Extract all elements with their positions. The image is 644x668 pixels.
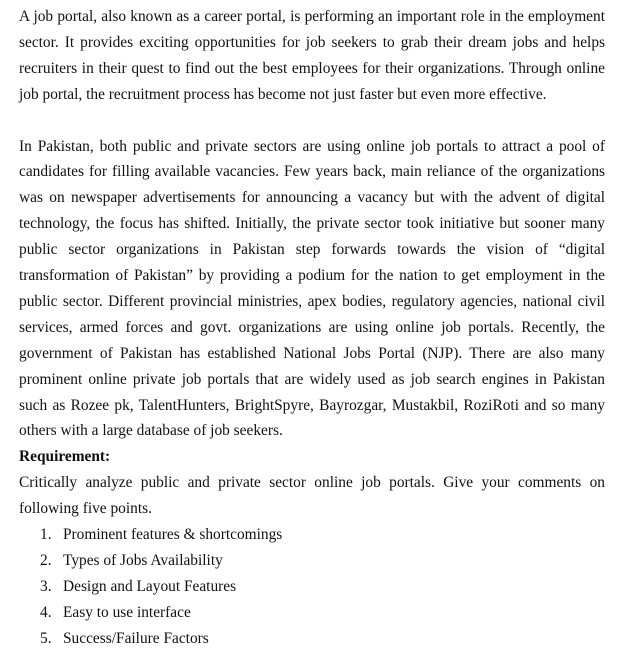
list-item <box>40 626 605 652</box>
requirement-heading: Requirement: <box>19 448 111 466</box>
list-item-label: Success/Failure Factors <box>63 629 209 647</box>
list-item-label: Types of Jobs Availability <box>63 552 223 570</box>
pakistan-paragraph: In Pakistan, both public and private sectors are using online job portals to attract a pool of candidates for filling available vacancies. Few years back, main reliance of the organizations was on newspaper advertisements for announcing a vacancy but with the advent of digital technology, the focus has shifted. Initially, the private sector took initiative but sooner many public sector organizations in Pakistan step forwards towards the vision of “digital transformation of Pakistan” by providing a podium for the nation to get employment in the public sector. Different provincial ministries, apex bodies, regulatory agencies, national civil services, armed forces and govt. organizations are using online job portals. Recently, the government of Pakistan has established National Jobs Portal (NJP). There are also many prominent online private job portals that are widely used as job search engines in Pakistan such as Rozee pk, TalentHunters, BrightSpyre, Bayrozgar, Mustakbil, RoziRoti and so many others with a large database of job seekers. <box>19 137 605 440</box>
requirement-list <box>19 522 605 652</box>
list-item-number: 2. <box>40 552 52 570</box>
list-item-label: Easy to use interface <box>63 603 191 621</box>
list-item-number: 5. <box>40 629 52 647</box>
list-item-label: Prominent features & shortcomings <box>63 526 283 544</box>
list-item-number: 1. <box>40 526 52 544</box>
document-body <box>19 4 605 652</box>
list-item <box>40 548 605 574</box>
requirement-text: Critically analyze public and private sector online job portals. Give your comments on following five points. <box>19 474 605 518</box>
intro-paragraph: A job portal, also known as a career portal, is performing an important role in the employment sector. It provides exciting opportunities for job seekers to grab their dream jobs and helps recruiters in their quest to find out the best employees for their organizations. Through online job portal, the recruitment process has become not just faster but even more effective. <box>19 8 605 103</box>
list-item <box>40 522 605 548</box>
list-item <box>40 574 605 600</box>
list-item-label: Design and Layout Features <box>63 577 237 595</box>
list-item-number: 4. <box>40 603 52 621</box>
list-item-number: 3. <box>40 577 52 595</box>
list-item <box>40 600 605 626</box>
